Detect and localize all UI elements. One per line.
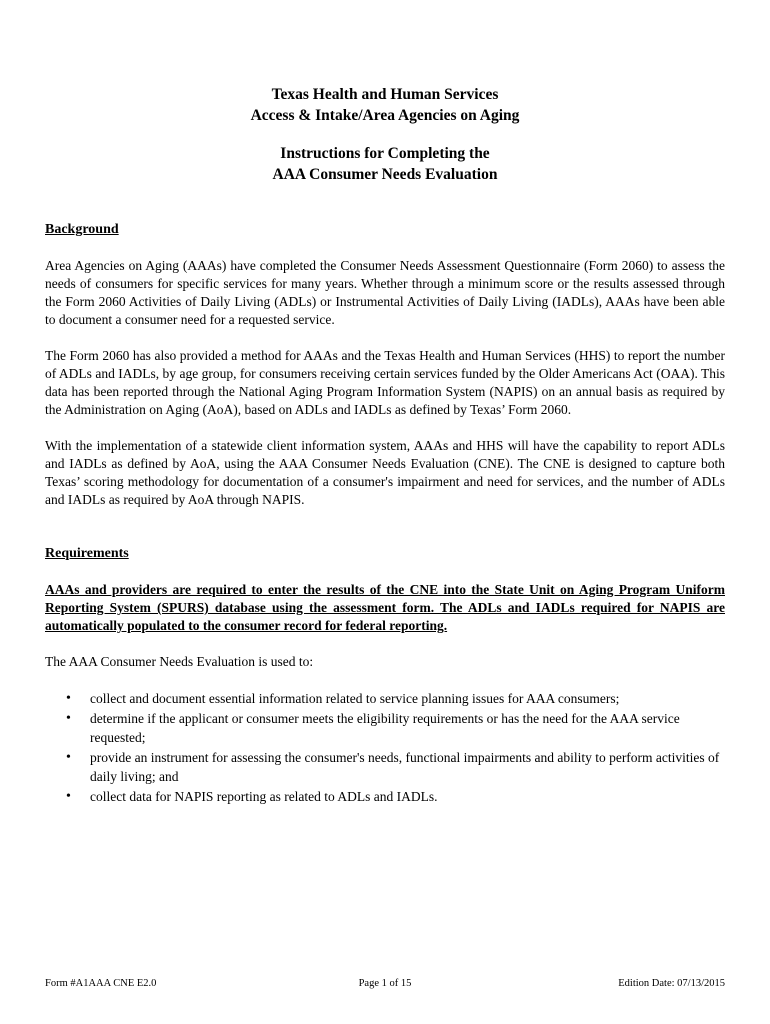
background-paragraph-1: Area Agencies on Aging (AAAs) have completed the Consumer Needs Assessment Questionnaire (Form 2060) to assess the needs of consumers for specific services for many years. Whether through a minimum score or the results assessed through the Form 2060 Activities of Daily Living (ADLs) or Instrumental Activities of Daily Living (IADLs), AAAs have been able to document a consumer need for a requested service. [45,258,725,327]
footer-form-number: Form #A1AAA CNE E2.0 [45,978,157,989]
requirements-emphasis: AAAs and providers are required to enter the results of the CNE into the State Unit on Aging Program Uniform Reporting System (SPURS) database using the assessment form. The ADLs and IADLs required for NAPIS are automatically populated to the consumer record for federal reporting. [45,582,725,633]
page-content [45,84,725,807]
bullet-icon: • [66,750,71,765]
footer-edition-date: Edition Date: 07/13/2015 [618,978,725,989]
requirements-bullet-list [45,689,725,806]
bullet-icon: • [66,691,71,706]
bullet-icon: • [66,789,71,804]
list-item [45,709,725,747]
list-item-text: provide an instrument for assessing the consumer's needs, functional impairments and ability to perform activities of daily living; and [90,750,720,784]
requirements-heading: Requirements [45,546,129,561]
list-item [45,787,725,806]
list-item-text: collect data for NAPIS reporting as related to ADLs and IADLs. [90,789,438,804]
list-item-text: determine if the applicant or consumer meets the eligibility requirements or has the need for the AAA service requested; [90,711,680,745]
list-item-text: collect and document essential information related to service planning issues for AAA consumers; [90,691,620,706]
requirements-intro: The AAA Consumer Needs Evaluation is used to: [45,654,314,669]
background-paragraph-3: With the implementation of a statewide client information system, AAAs and HHS will have the capability to report ADLs and IADLs as defined by AoA, using the AAA Consumer Needs Evaluation (CNE). The CNE is designed to capture both Texas’ scoring methodology for documentation of a consumer's impairment and need for services, and the number of ADLs and IADLs as required by AoA through NAPIS. [45,438,725,507]
title-line-agency: Texas Health and Human Services [271,86,499,103]
title-line-instructions: Instructions for Completing the [280,145,490,162]
list-item [45,689,725,708]
list-item [45,748,725,786]
footer-page-number: Page 1 of 15 [358,978,412,989]
background-paragraph-2: The Form 2060 has also provided a method for AAAs and the Texas Health and Human Services (HHS) to report the number of ADLs and IADLs, by age group, for consumers receiving certain services funded by the Older Americans Act (OAA). This data has been reported through the National Aging Program Information System (NAPIS) on an annual basis as required by the Administration on Aging (AoA), based on ADLs and IADLs as defined by Texas’ Form 2060. [45,348,725,417]
background-heading: Background [45,222,119,237]
title-line-division: Access & Intake/Area Agencies on Aging [250,107,520,124]
title-line-form-name: AAA Consumer Needs Evaluation [272,166,498,183]
document-title [45,84,725,185]
bullet-icon: • [66,711,71,726]
